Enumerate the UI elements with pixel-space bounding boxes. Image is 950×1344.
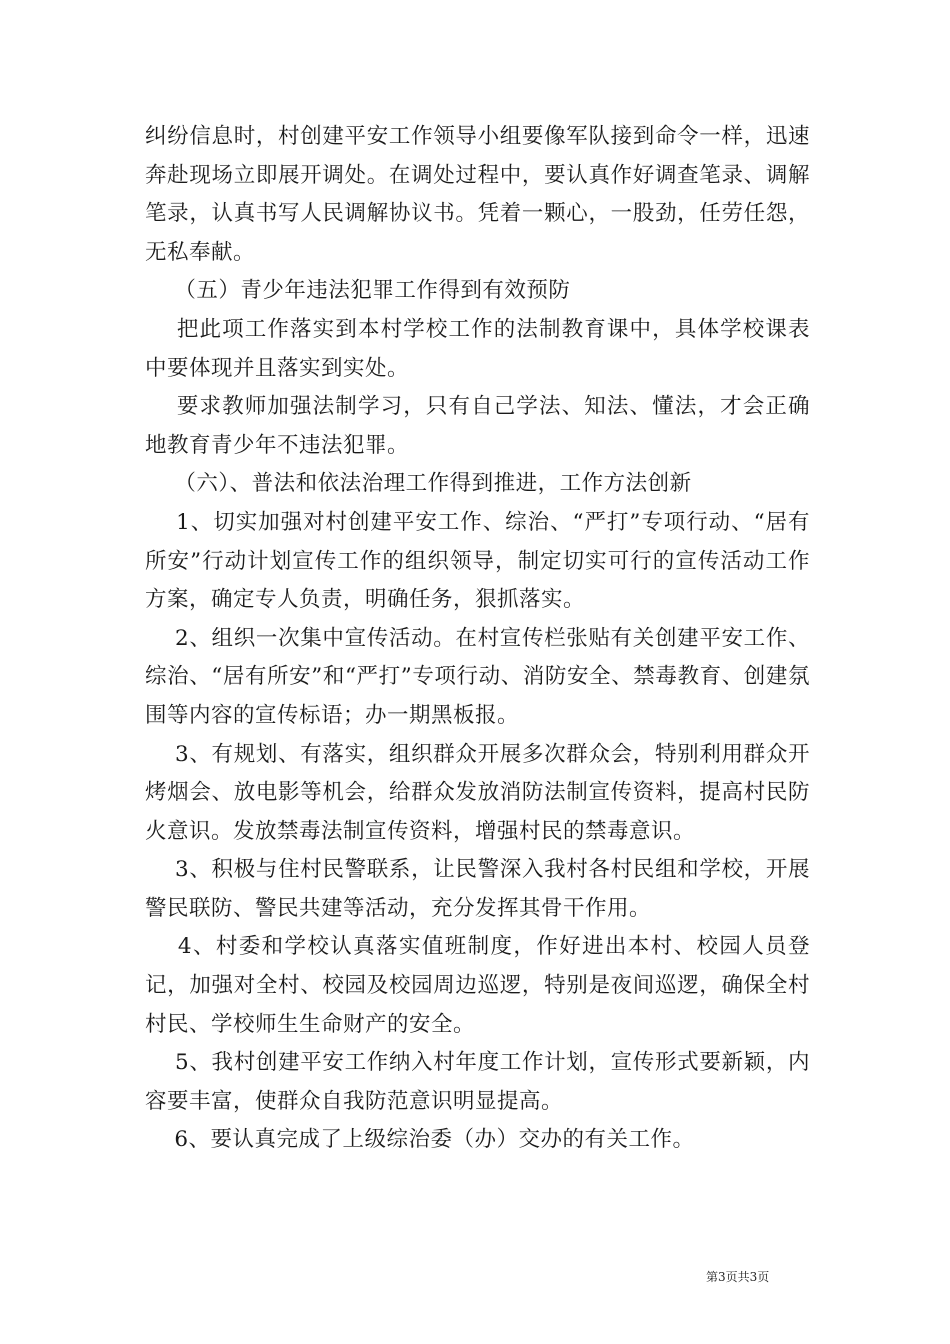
page-number: 第3页共3页 <box>706 1270 770 1284</box>
paragraph: 3、积极与住村民警联系，让民警深入我村各村民组和学校，开展警民联防、警民共建等活动，充分发挥其骨干作用。 <box>145 857 810 921</box>
paragraph: 要求教师加强法制学习，只有自己学法、知法、懂法，才会正确地教育青少年不违法犯罪。 <box>145 394 810 458</box>
paragraph: 4、村委和学校认真落实值班制度，作好进出本村、校园人员登记，加强对全村、校园及校园周边巡逻，特别是夜间巡逻，确保全村村民、学校师生生命财产的安全。 <box>145 934 810 1037</box>
paragraph: 6、要认真完成了上级综治委（办）交办的有关工作。 <box>145 1127 695 1153</box>
paragraph: 5、我村创建平安工作纳入村年度工作计划，宣传形式要新颖，内容要丰富，使群众自我防范意识明显提高。 <box>145 1050 810 1114</box>
paragraph: 1、切实加强对村创建平安工作、综治、“严打”专项行动、“居有所安”行动计划宣传工作的组织领导，制定切实可行的宣传活动工作方案，确定专人负责，明确任务，狠抓落实。 <box>145 509 810 613</box>
section-heading: （五）青少年违法犯罪工作得到有效预防 <box>145 278 571 304</box>
document-body <box>145 118 810 1160</box>
paragraph: 把此项工作落实到本村学校工作的法制教育课中，具体学校课表中要体现并且落实到实处。 <box>145 316 810 381</box>
paragraph: 纠纷信息时，村创建平安工作领导小组要像军队接到命令一样，迅速奔赴现场立即展开调处。在调处过程中，要认真作好调查笔录、调解笔录，认真书写人民调解协议书。凭着一颗心，一股劲，任劳任怨，无私奉献。 <box>145 124 810 265</box>
paragraph: 3、有规划、有落实，组织群众开展多次群众会，特别利用群众开烤烟会、放电影等机会，给群众发放消防法制宣传资料，提高村民防火意识。发放禁毒法制宣传资料，增强村民的禁毒意识。 <box>145 741 810 844</box>
paragraph: 2、组织一次集中宣传活动。在村宣传栏张贴有关创建平安工作、综治、“居有所安”和“严打”专项行动、消防安全、禁毒教育、创建氛围等内容的宣传标语；办一期黑板报。 <box>145 625 810 728</box>
section-heading: （六）、普法和依法治理工作得到推进，工作方法创新 <box>145 471 692 497</box>
